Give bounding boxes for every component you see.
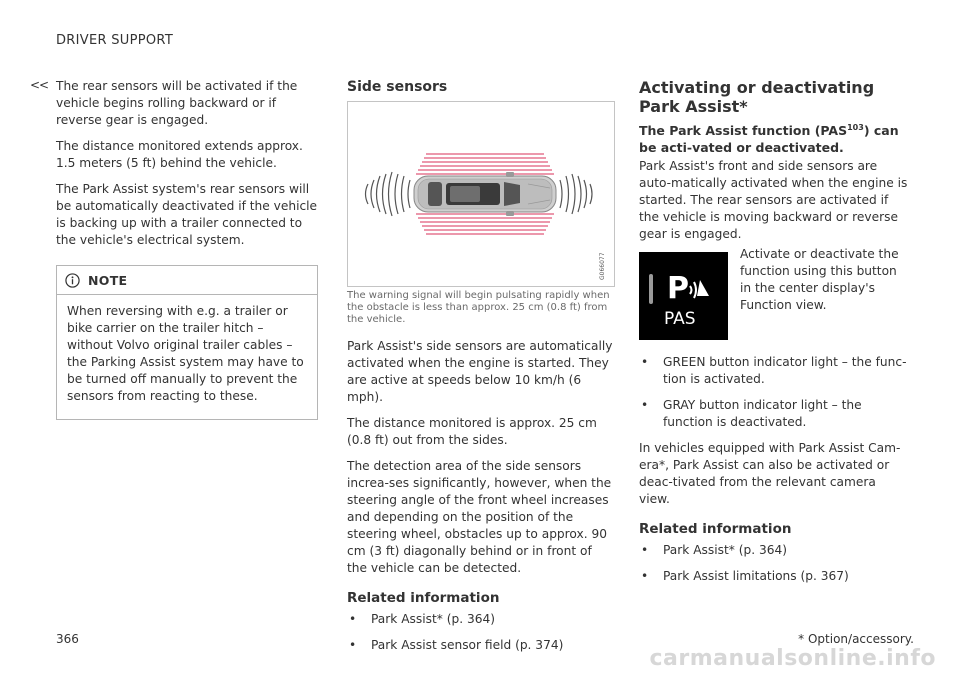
column-2	[347, 78, 615, 663]
paragraph: The distance monitored is approx. 25 cm (0.8 ft) out from the sides.	[347, 416, 597, 447]
car-sensor-illustration	[348, 102, 614, 286]
paragraph: The Park Assist system's rear sensors will be automatically deactivated if the vehicle is backing up with a trailer connected to the vehicle's electrical system.	[56, 182, 318, 247]
info-icon	[65, 273, 80, 288]
section-heading: Activating or deactivating Park Assist*	[639, 78, 875, 116]
column-1	[56, 78, 318, 420]
paragraph: In vehicles equipped with Park Assist Cam-era*, Park Assist can also be activated or deac-tivated from the relevant camera view.	[639, 441, 901, 506]
side-sensors-figure	[347, 101, 615, 287]
paragraph: Park Assist's front and side sensors are auto-matically activated when the engine is started. The rear sensors are activated if the vehicle is moving backward or reverse gear is engaged.	[639, 159, 908, 241]
pas-button-image	[639, 252, 728, 340]
paragraph: The rear sensors will be activated if the vehicle begins rolling backward or if reverse gear is engaged.	[56, 79, 298, 127]
related-list	[639, 542, 909, 585]
park-assist-icon	[639, 252, 728, 340]
related-link[interactable]: • Park Assist* (p. 364)	[639, 542, 909, 559]
button-description: Activate or deactivate the function using this button in the center display's Function view.	[740, 247, 899, 312]
footnote: * Option/accessory.	[798, 632, 914, 646]
indicator-list	[639, 354, 909, 431]
footnote-ref: 103	[847, 122, 864, 132]
note-box	[56, 265, 318, 420]
pas-button-row	[639, 247, 909, 340]
figure-code: G066077	[599, 252, 606, 280]
svg-text:P: P	[667, 271, 689, 306]
related-link[interactable]: • Park Assist* (p. 364)	[347, 611, 615, 628]
column-3	[639, 78, 909, 594]
paragraph: Park Assist's side sensors are automatically activated when the engine is started. They are active at speeds below 10 km/h (6 mph).	[347, 339, 613, 404]
page-number: 366	[56, 632, 79, 646]
pas-button-label: PAS	[664, 309, 696, 329]
list-item: • GREEN button indicator light – the func-tion is activated.	[639, 354, 909, 388]
note-title: NOTE	[88, 272, 128, 288]
related-heading: Related information	[639, 521, 792, 537]
section-heading: Side sensors	[347, 79, 448, 95]
related-heading: Related information	[347, 590, 500, 606]
related-link[interactable]: • Park Assist sensor field (p. 374)	[347, 637, 615, 654]
lead-paragraph: The Park Assist function (PAS$^{103}$) can be acti-vated or deactivated.	[639, 122, 899, 155]
related-list	[347, 611, 615, 654]
watermark: carmanualsonline.info	[649, 646, 936, 671]
list-item: • GRAY button indicator light – the function is deactivated.	[639, 397, 909, 431]
continued-marker: <<	[30, 78, 49, 92]
paragraph: The detection area of the side sensors increa-ses significantly, however, when the steering angle of the front wheel increases and depending on the position of the steering wheel, obstacles up to approx. 90 cm (3 ft) diagonally behind or in front of the vehicle can be detected.	[347, 459, 612, 575]
figure-caption: The warning signal will begin pulsating rapidly when the obstacle is less than approx. 25 cm (0.8 ft) from the vehicle.	[347, 290, 610, 325]
note-header	[57, 266, 317, 295]
paragraph: The distance monitored extends approx. 1.5 meters (5 ft) behind the vehicle.	[56, 139, 303, 170]
note-text: When reversing with e.g. a trailer or bike carrier on the trailer hitch – without Volvo original trailer cables – the Parking Assist system may have to be turned off manually to prevent the sensors from reacting to these.	[67, 304, 304, 403]
section-header: DRIVER SUPPORT	[56, 33, 174, 48]
related-link[interactable]: • Park Assist limitations (p. 367)	[639, 568, 909, 585]
